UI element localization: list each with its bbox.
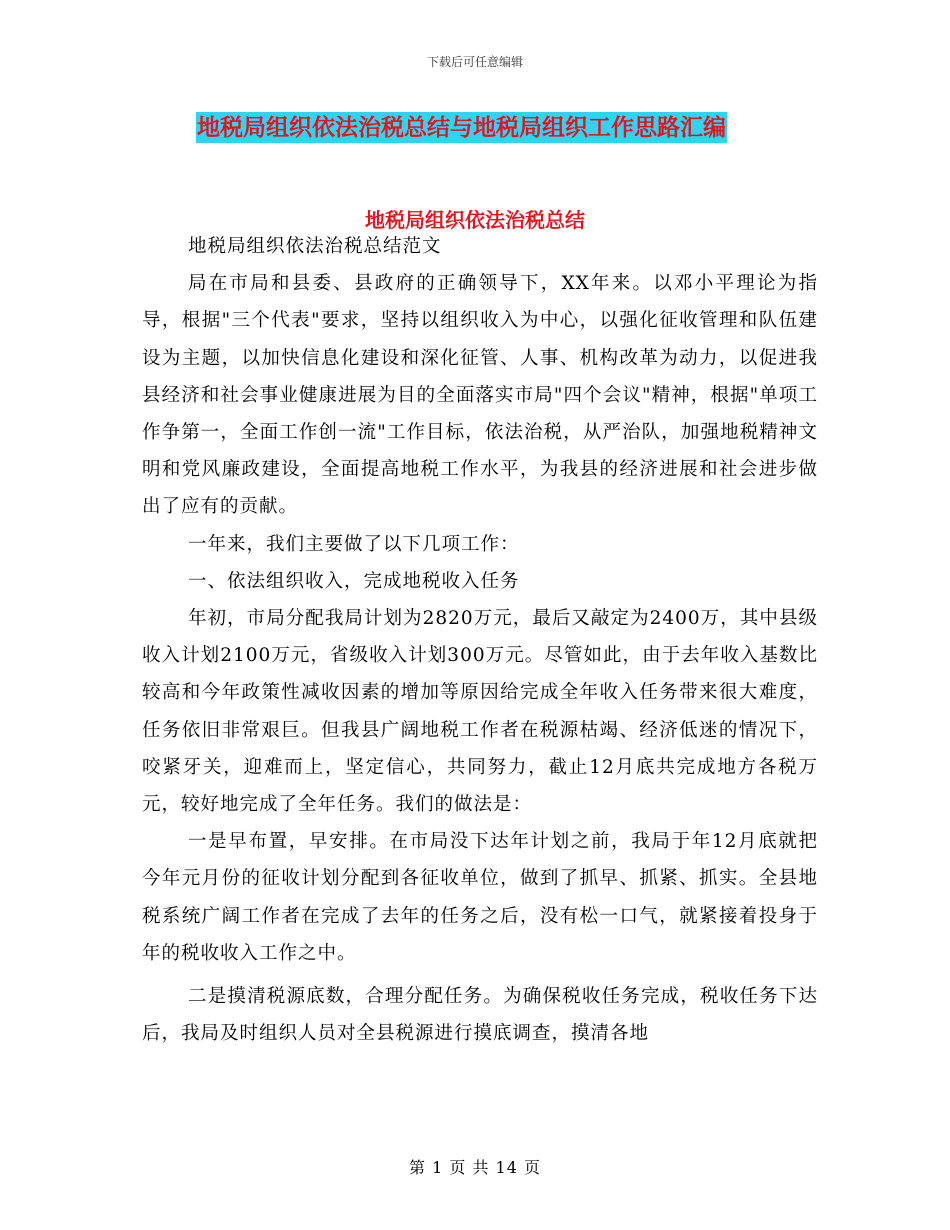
body-paragraph: 年初，市局分配我局计划为2820万元，最后又敲定为2400万，其中县级收入计划2100万元，省级收入计划300万元。尽管如此，由于去年收入基数比较高和今年政策性减收因素的增加等原因给完成全年收入任务带来很大难度，任务依旧非常艰巨。但我县广阔地税工作者在税源枯竭、经济低迷的情况下，咬紧牙关，迎难而上，坚定信心，共同努力，截止12月底共完成地方各税万元，较好地完成了全年任务。我们的做法是： bbox=[142, 608, 818, 816]
section-title: 地税局组织依法治税总结 bbox=[365, 208, 585, 232]
header-note: 下载后可任意编辑 bbox=[426, 55, 523, 69]
document-body bbox=[142, 228, 818, 1052]
body-paragraph: 局在市局和县委、县政府的正确领导下，XX年来。以邓小平理论为指导，根据"三个代表"要求，坚持以组织收入为中心，以强化征收管理和队伍建设为主题，以加快信息化建设和深化征管、人事、机构改革为动力，以促进我县经济和社会事业健康进展为目的全面落实市局"四个会议"精神，根据"单项工作争第一，全面工作创一流"工作目标，依法治税，从严治队，加强地税精神文明和党风廉政建设，全面提高地税工作水平，为我县的经济进展和社会进步做出了应有的贡献。 bbox=[142, 273, 818, 518]
body-paragraph: 地税局组织依法治税总结范文 bbox=[188, 236, 442, 257]
body-paragraph: 一年来，我们主要做了以下几项工作： bbox=[188, 533, 520, 555]
document-title-text: 地税局组织依法治税总结与地税局组织工作思路汇编 bbox=[197, 114, 726, 141]
document-title bbox=[194, 113, 729, 143]
body-paragraph: 二是摸清税源底数，合理分配任务。为确保税收任务完成，税收任务下达后，我局及时组织人员对全县税源进行摸底调查，摸清各地 bbox=[142, 986, 818, 1045]
page-footer: 第 1 页 共 14 页 bbox=[409, 1158, 541, 1177]
body-paragraph: 一、依法组织收入，完成地税收入任务 bbox=[188, 570, 520, 592]
body-paragraph: 一是早布置，早安排。在市局没下达年计划之前，我局于年12月底就把今年元月份的征收计划分配到各征收单位，做到了抓早、抓紧、抓实。全县地税系统广阔工作者在完成了去年的任务之后，没有松一口气，就紧接着投身于年的税收收入工作之中。 bbox=[142, 831, 818, 964]
